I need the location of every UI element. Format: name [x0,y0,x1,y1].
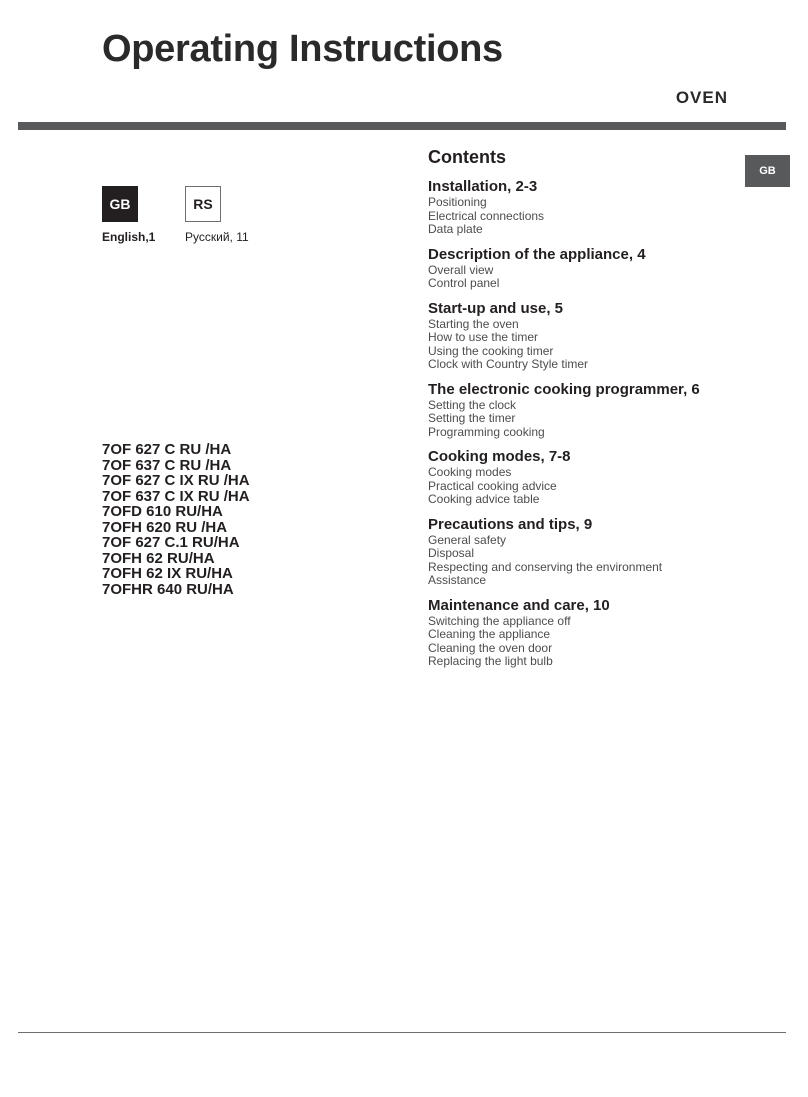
toc-section-startup [428,300,748,372]
toc-item[interactable]: Cooking advice table [428,492,540,506]
toc-item[interactable]: How to use the timer [428,330,539,344]
language-label-english: English,1 [102,230,156,244]
toc-item[interactable]: Respecting and conserving the environment [428,559,663,574]
toc-item[interactable]: Cleaning the appliance [428,627,551,641]
model-item: 7OFH 62 IX RU/HA [102,565,233,582]
toc-item[interactable]: Data plate [428,222,483,236]
header-divider [18,122,786,130]
toc-section-title[interactable]: Start-up and use, 5 [428,299,564,317]
toc-item[interactable]: Using the cooking timer [428,343,554,358]
model-item: 7OFH 62 RU/HA [102,549,215,567]
toc-item[interactable]: Starting the oven [428,316,519,331]
page-title: Operating Instructions [102,28,503,70]
toc-section-title[interactable]: Cooking modes, 7-8 [428,448,571,465]
language-badge-gb[interactable]: GB [102,186,138,222]
toc-item[interactable]: Assistance [428,573,487,587]
model-item: 7OF 637 C RU /HA [102,456,232,474]
toc-item[interactable]: Positioning [428,195,487,209]
model-item: 7OFD 610 RU/HA [102,503,223,520]
model-item: 7OF 627 C IX RU /HA [102,472,250,489]
toc-item[interactable]: Overall view [428,262,494,277]
toc-item[interactable]: Switching the appliance off [428,613,571,628]
toc-section-precautions [428,516,748,588]
toc-section-title[interactable]: The electronic cooking programmer, 6 [428,380,700,398]
toc-section-title[interactable]: Description of the appliance, 4 [428,245,646,263]
model-list [102,442,250,597]
toc-item[interactable]: General safety [428,532,507,547]
toc-item[interactable]: Replacing the light bulb [428,654,553,668]
model-item: 7OF 627 C.1 RU/HA [102,534,240,551]
model-item: 7OF 637 C IX RU /HA [102,487,250,505]
toc-item[interactable]: Setting the clock [428,397,517,412]
toc-section-title[interactable]: Maintenance and care, 10 [428,596,610,614]
model-item: 7OFHR 640 RU/HA [102,580,234,598]
footer-divider [18,1032,786,1033]
toc-item[interactable]: Setting the timer [428,411,516,425]
model-item: 7OF 627 C RU /HA [102,441,232,458]
toc-item[interactable]: Clock with Country Style timer [428,357,589,371]
toc-item[interactable]: Programming cooking [428,424,545,439]
toc-item[interactable]: Cooking modes [428,465,512,479]
toc-section-cooking-modes [428,448,748,507]
toc-item[interactable]: Cleaning the oven door [428,640,553,655]
table-of-contents [428,147,748,678]
toc-item[interactable]: Electrical connections [428,208,545,223]
language-side-tab[interactable]: GB [745,155,790,187]
toc-section-maintenance [428,597,748,669]
toc-section-title[interactable]: Precautions and tips, 9 [428,515,593,533]
toc-item[interactable]: Practical cooking advice [428,478,557,493]
toc-item[interactable]: Disposal [428,546,475,560]
toc-section-title[interactable]: Installation, 2-3 [428,178,538,195]
model-item: 7OFH 620 RU /HA [102,518,228,536]
language-badge-rs[interactable]: RS [185,186,221,222]
toc-section-description [428,246,748,291]
contents-heading: Contents [428,147,506,167]
language-label-russian: Русский, 11 [185,230,249,244]
product-type: OVEN [675,88,728,107]
toc-section-programmer [428,381,748,440]
toc-section-installation [428,178,748,237]
toc-item[interactable]: Control panel [428,276,500,290]
